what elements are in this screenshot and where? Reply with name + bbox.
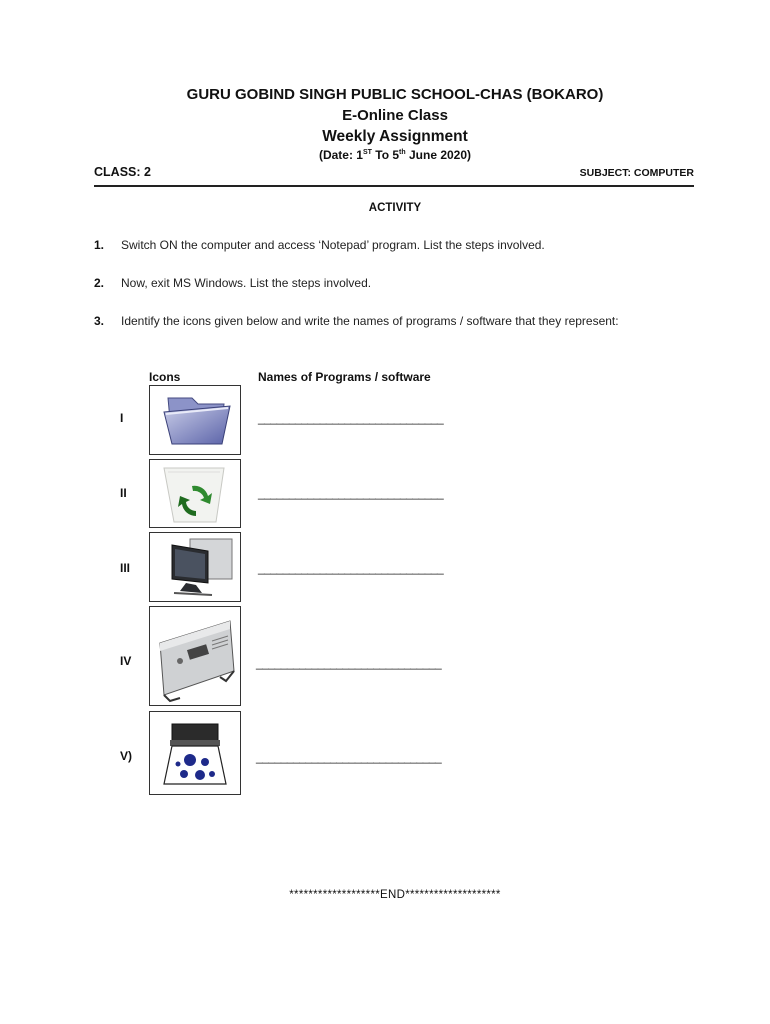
question-2-text: Now, exit MS Windows. List the steps involved.	[121, 276, 372, 290]
class-type: E-Online Class	[342, 107, 448, 124]
answer-blank-2: ______________________________	[258, 486, 444, 500]
activity-heading: ACTIVITY	[368, 202, 422, 214]
recycle-bin-icon	[150, 460, 240, 527]
question-3-text: Identify the icons given below and write the names of programs / software that they represent:	[121, 314, 619, 328]
recycle-bin-icon-box	[149, 459, 241, 528]
question-2-number: 2.	[94, 276, 105, 290]
folder-icon-box	[149, 385, 241, 455]
class-label: CLASS: 2	[94, 165, 151, 179]
printer-device-icon-box	[149, 606, 241, 706]
assignment-title: Weekly Assignment	[322, 128, 468, 145]
date-superscript-1: ST	[362, 149, 372, 156]
names-column-header: Names of Programs / software	[258, 370, 431, 384]
header-divider	[94, 185, 694, 187]
row-3-numeral: III	[120, 561, 131, 575]
row-5-numeral: V)	[120, 749, 132, 763]
row-4-numeral: IV	[120, 654, 132, 668]
computer-monitor-icon	[150, 533, 240, 601]
date-superscript-2: th	[399, 149, 406, 156]
subject-label: SUBJECT: COMPUTER	[579, 167, 694, 179]
answer-blank-4: ______________________________	[256, 656, 442, 670]
assignment-date	[0, 148, 770, 162]
answer-blank-3: ______________________________	[258, 561, 444, 575]
question-3-number: 3.	[94, 314, 105, 328]
printer-device-icon	[150, 607, 240, 705]
date-middle: To 5	[371, 148, 400, 162]
printer-with-paper-icon-box	[149, 711, 241, 795]
end-marker: *******************END********************	[289, 889, 501, 901]
school-name: GURU GOBIND SINGH PUBLIC SCHOOL-CHAS (BOKARO)	[186, 86, 604, 103]
icons-column-header: Icons	[149, 370, 181, 384]
answer-blank-5: ______________________________	[256, 750, 442, 764]
row-1-numeral: I	[120, 411, 124, 425]
answer-blank-1: ______________________________	[258, 411, 444, 425]
date-suffix: June 2020)	[405, 148, 472, 162]
row-2-numeral: II	[120, 486, 127, 500]
folder-icon	[150, 386, 240, 454]
question-1-number: 1.	[94, 238, 105, 252]
date-prefix: (Date: 1	[318, 148, 363, 162]
question-1-text: Switch ON the computer and access ‘Notepad’ program. List the steps involved.	[121, 238, 545, 252]
computer-monitor-icon-box	[149, 532, 241, 602]
printer-with-paper-icon	[150, 712, 240, 794]
